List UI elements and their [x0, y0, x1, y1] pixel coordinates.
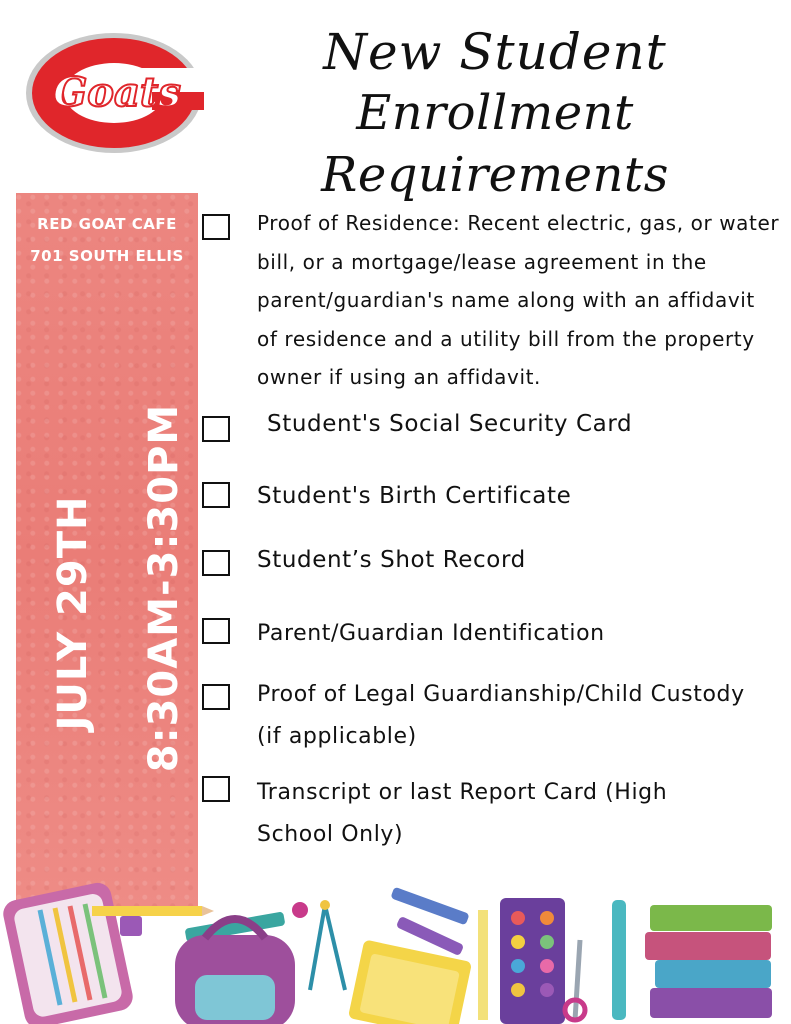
- title-line-2: Enrollment Requirements: [321, 85, 669, 203]
- school-supplies-illustration: [0, 880, 791, 1024]
- location-name: RED GOAT CAFE: [37, 215, 177, 233]
- checklist-item-text: Parent/Guardian Identification: [257, 621, 605, 646]
- checklist-item-transcript: [200, 772, 780, 858]
- checklist-item-social-security: [200, 404, 780, 448]
- checklist-item-text: Proof of Residence: Recent electric, gas, or water bill, or a mortgage/lease agreement in the parent/guardian's name along with an affidavit of residence and a utility bill from the property owner if using an affidavit.: [257, 211, 780, 389]
- page-title: [215, 22, 775, 206]
- event-date: JULY 29TH: [50, 495, 96, 731]
- pencil-case-icon: [1, 880, 136, 1024]
- checkbox[interactable]: [202, 482, 230, 508]
- event-time: 8:30AM-3:30PM: [141, 403, 187, 773]
- goats-logo: [22, 28, 212, 158]
- checklist-item-guardian-id: [200, 614, 780, 658]
- marker-icon: [612, 900, 626, 1020]
- pencil-icon: [92, 906, 202, 916]
- title-line-1: New Student: [323, 23, 667, 81]
- location-address: 701 SOUTH ELLIS: [30, 247, 184, 265]
- checkbox[interactable]: [202, 684, 230, 710]
- binder-clip-icon: [120, 916, 142, 936]
- checkbox[interactable]: [202, 214, 230, 240]
- checkbox[interactable]: [202, 618, 230, 644]
- checklist-item-birth-certificate: [200, 476, 780, 520]
- checklist-item-residence: [200, 204, 780, 389]
- paint-palette-icon: [500, 898, 565, 1024]
- checklist-item-text: Student's Birth Certificate: [257, 483, 572, 509]
- checklist-item-text: Transcript or last Report Card (High School Only): [257, 780, 668, 847]
- checklist-item-shot-record: [200, 540, 780, 584]
- books-stack-icon: [645, 905, 772, 1018]
- pencil-icon: [478, 910, 488, 1020]
- checklist-item-guardianship: [200, 674, 780, 760]
- push-pin-icon: [292, 902, 308, 918]
- event-info-panel: [16, 193, 198, 913]
- scissors-icon: [565, 940, 585, 1020]
- checklist-item-text: Student’s Shot Record: [257, 547, 526, 573]
- compass-icon: [310, 900, 345, 990]
- checkbox[interactable]: [202, 416, 230, 442]
- checklist-item-text: Proof of Legal Guardianship/Child Custody (if applicable): [257, 682, 745, 749]
- logo-text: Goats: [53, 69, 181, 116]
- checkbox[interactable]: [202, 776, 230, 802]
- checkbox[interactable]: [202, 550, 230, 576]
- checklist-item-text: Student's Social Security Card: [267, 411, 633, 437]
